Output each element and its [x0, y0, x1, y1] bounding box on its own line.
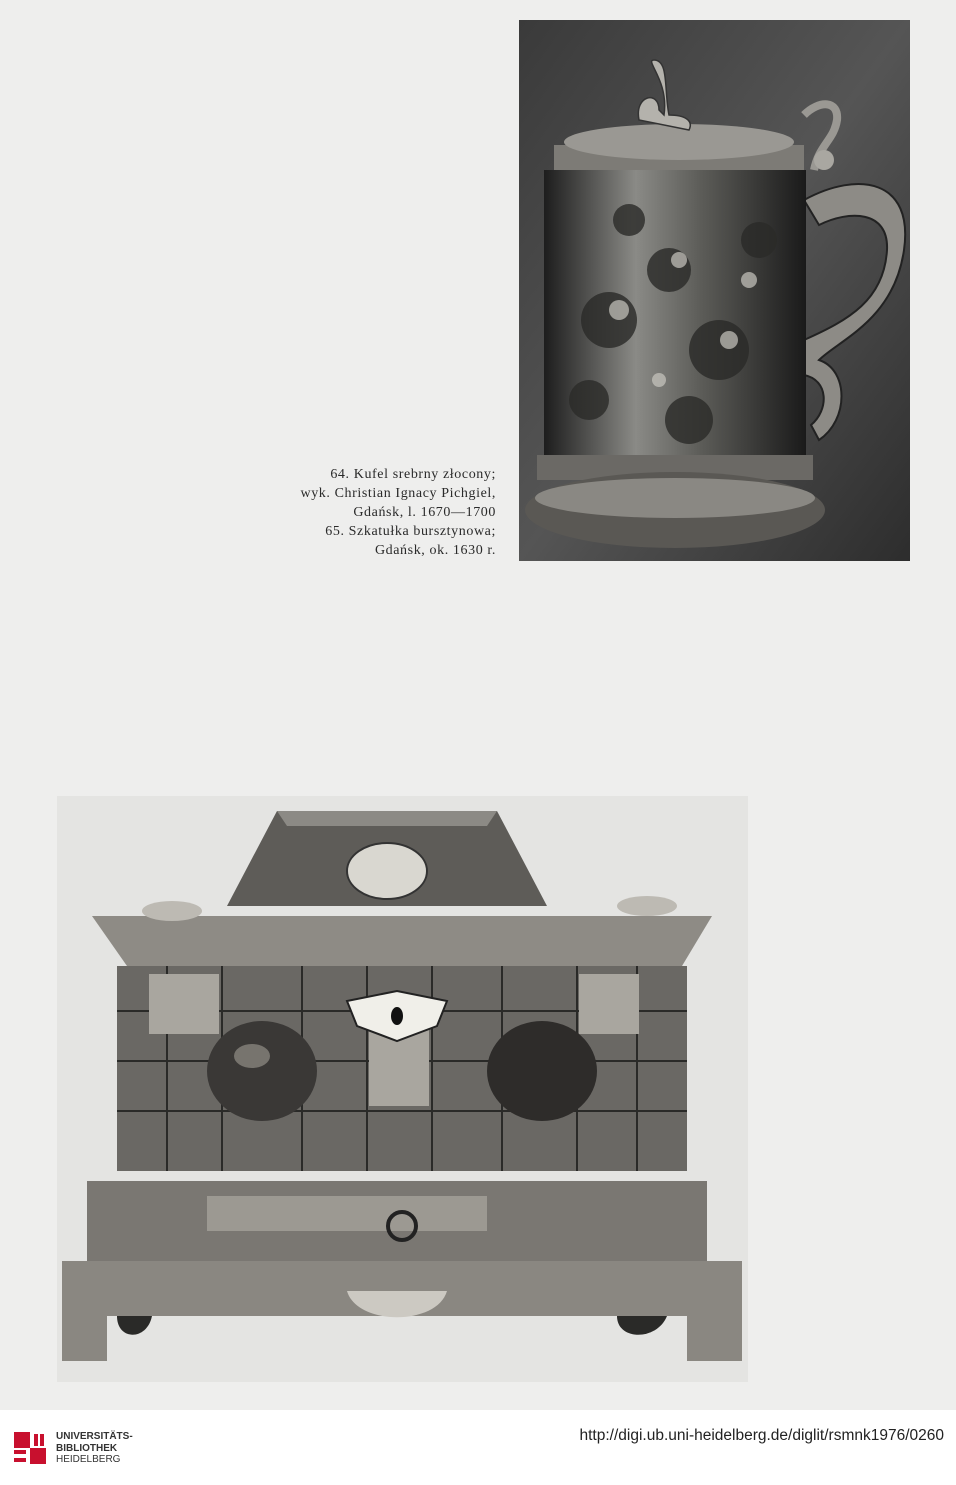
library-logo-text [56, 1431, 133, 1466]
logo-line-2: BIBLIOTHEK [56, 1442, 118, 1454]
tankard-photo [519, 20, 910, 561]
tankard-illustration [519, 20, 910, 561]
caption-line-5: Gdańsk, ok. 1630 r. [374, 543, 496, 558]
casket-photo [57, 796, 748, 1382]
casket-illustration [57, 796, 748, 1382]
caption-line-4: 65. Szkatułka bursztynowa; [325, 524, 496, 539]
caption-line-3: Gdańsk, l. 1670—1700 [353, 505, 496, 520]
figure-caption [250, 465, 496, 560]
library-logo-icon [10, 1428, 50, 1472]
footer [0, 1410, 956, 1485]
logo-line-3: HEIDELBERG [56, 1454, 121, 1465]
caption-line-2: wyk. Christian Ignacy Pichgiel, [300, 486, 496, 501]
caption-line-1: 64. Kufel srebrny złocony; [330, 467, 496, 482]
source-url-link[interactable]: http://digi.ub.uni-heidelberg.de/diglit/rsmnk1976/0260 [579, 1427, 944, 1444]
logo-line-1: UNIVERSITÄTS- [56, 1431, 133, 1442]
library-logo[interactable] [10, 1428, 133, 1472]
